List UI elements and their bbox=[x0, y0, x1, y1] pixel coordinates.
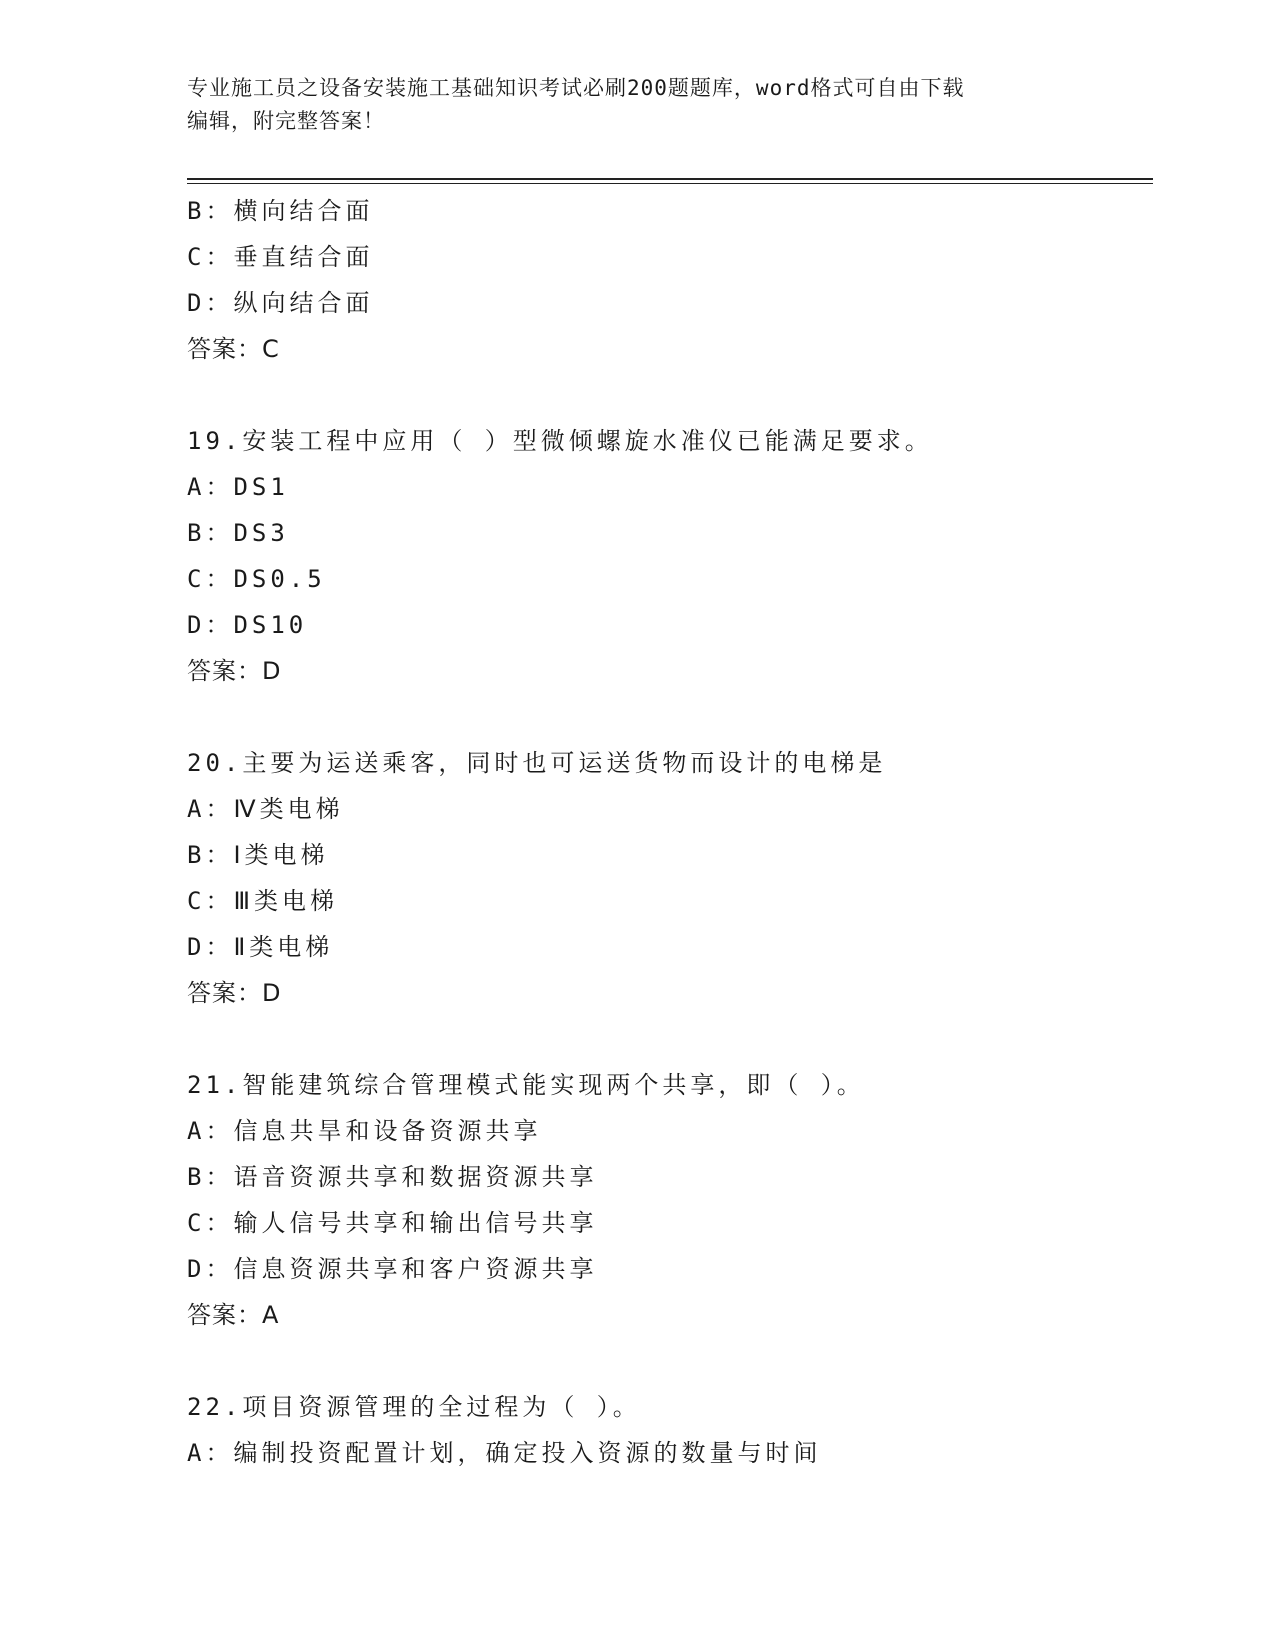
question-19 bbox=[187, 418, 1153, 694]
option-d: D：DS10 bbox=[187, 611, 308, 639]
header-divider-thin bbox=[187, 183, 1153, 184]
option-b: B：DS3 bbox=[187, 519, 289, 547]
option-b: B：横向结合面 bbox=[187, 197, 374, 225]
answer: 答案：A bbox=[187, 1301, 280, 1329]
answer: 答案：D bbox=[187, 979, 282, 1007]
spacer bbox=[187, 1338, 1153, 1384]
header-divider-thick bbox=[187, 178, 1153, 180]
spacer bbox=[187, 1016, 1153, 1062]
question-text: 20.主要为运送乘客，同时也可运送货物而设计的电梯是 bbox=[187, 749, 887, 777]
question-21 bbox=[187, 1062, 1153, 1338]
answer: 答案：C bbox=[187, 335, 280, 363]
option-c: C：Ⅲ类电梯 bbox=[187, 887, 338, 915]
question-text: 21.智能建筑综合管理模式能实现两个共享，即（ ）。 bbox=[187, 1071, 865, 1099]
option-d: D：纵向结合面 bbox=[187, 289, 374, 317]
option-d: D：信息资源共享和客户资源共享 bbox=[187, 1255, 598, 1283]
spacer bbox=[187, 372, 1153, 418]
answer: 答案：D bbox=[187, 657, 282, 685]
option-c: C：输人信号共享和输出信号共享 bbox=[187, 1209, 598, 1237]
option-a: A：编制投资配置计划，确定投入资源的数量与时间 bbox=[187, 1439, 822, 1467]
option-a: A：DS1 bbox=[187, 473, 289, 501]
header-line-2: 编辑，附完整答案！ bbox=[187, 109, 385, 133]
document-header bbox=[187, 72, 1087, 138]
option-b: B：Ⅰ类电梯 bbox=[187, 841, 329, 869]
spacer bbox=[187, 694, 1153, 740]
question-18-tail bbox=[187, 188, 1153, 372]
option-b: B：语音资源共享和数据资源共享 bbox=[187, 1163, 598, 1191]
option-c: C：垂直结合面 bbox=[187, 243, 374, 271]
option-d: D：Ⅱ类电梯 bbox=[187, 933, 334, 961]
question-text: 22.项目资源管理的全过程为（ ）。 bbox=[187, 1393, 641, 1421]
option-a: A：信息共旱和设备资源共享 bbox=[187, 1117, 542, 1145]
question-20 bbox=[187, 740, 1153, 1016]
question-22 bbox=[187, 1384, 1153, 1476]
question-text: 19.安装工程中应用（ ）型微倾螺旋水准仪已能满足要求。 bbox=[187, 427, 933, 455]
option-a: A：Ⅳ类电梯 bbox=[187, 795, 344, 823]
header-line-1: 专业施工员之设备安装施工基础知识考试必刷200题题库，word格式可自由下载 bbox=[187, 76, 965, 100]
question-list bbox=[187, 188, 1153, 1476]
option-c: C：DS0.5 bbox=[187, 565, 326, 593]
